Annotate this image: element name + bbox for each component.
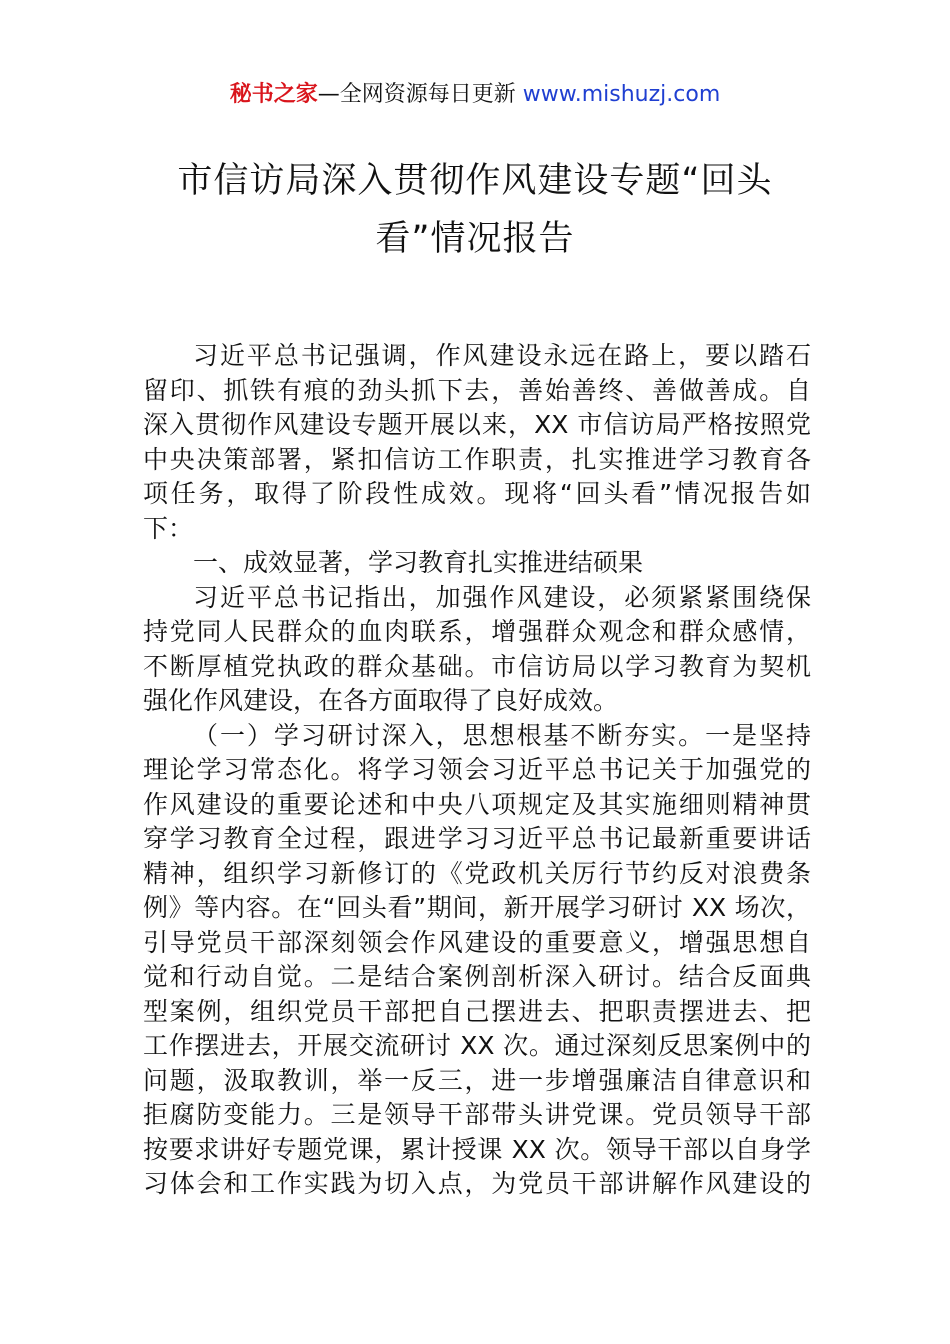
body-line: 持党同人民群众的血肉联系，增强群众观念和群众感情， [143,617,811,646]
body-line: 精神，组织学习新修订的《党政机关厉行节约反对浪费条 [143,858,811,888]
body-line: 深入贯彻作风建设专题开展以来，XX 市信访局严格按照党 [143,410,811,439]
document-body [143,339,811,1202]
body-line: 强化作风建设，在各方面取得了良好成效。 [143,686,619,715]
body-line: 理论学习常态化。将学习领会习近平总书记关于加强党的 [143,755,811,784]
site-header [0,78,950,112]
title-line: 市信访局深入贯彻作风建设专题“回头 [177,161,773,201]
body-line: 项任务，取得了阶段性成效。现将“回头看”情况报告如 [143,479,811,508]
body-line: 习体会和工作实践为切入点，为党员干部讲解作风建设的 [143,1169,811,1198]
body-line: 引导党员干部深刻领会作风建设的重要意义，增强思想自 [143,927,811,957]
body-line: 工作摆进去，开展交流研讨 XX 次。通过深刻反思案例中的 [143,1031,811,1060]
body-line: 中央决策部署，紧扣信访工作职责，扎实推进学习教育各 [143,444,811,474]
site-tagline: —全网资源每日更新 [317,82,523,107]
body-line: 习近平总书记强调，作风建设永远在路上，要以踏石 [193,341,811,370]
site-url-link[interactable]: www.mishuzj.com [522,82,721,107]
body-line: 作风建设的重要论述和中央八项规定及其实施细则精神贯 [143,789,811,819]
body-line: 例》等内容。在“回头看”期间，新开展学习研讨 XX 场次， [143,893,811,922]
body-line: 型案例，组织党员干部把自己摆进去、把职责摆进去、把 [143,996,811,1026]
document-title [0,152,950,268]
body-line: 穿学习教育全过程，跟进学习习近平总书记最新重要讲话 [143,824,811,853]
section-heading: 一、成效显著，学习教育扎实推进结硕果 [193,548,644,577]
body-line: 下： [143,513,194,543]
body-line: 问题，汲取教训，举一反三，进一步增强廉洁自律意识和 [143,1065,811,1095]
body-line: 习近平总书记指出，加强作风建设，必须紧紧围绕保 [193,582,811,612]
body-line: 拒腐防变能力。三是领导干部带头讲党课。党员领导干部 [143,1100,811,1129]
body-line: （一）学习研讨深入，思想根基不断夯实。一是坚持 [193,720,811,750]
body-line: 不断厚植党执政的群众基础。市信访局以学习教育为契机 [143,651,811,681]
site-brand: 秘书之家 [229,82,318,107]
body-line: 留印、抓铁有痕的劲头抓下去，善始善终、善做善成。自 [143,375,811,405]
title-line: 看”情况报告 [375,219,575,259]
body-line: 按要求讲好专题党课，累计授课 XX 次。领导干部以自身学 [143,1134,811,1164]
body-line: 觉和行动自觉。二是结合案例剖析深入研讨。结合反面典 [143,962,811,991]
